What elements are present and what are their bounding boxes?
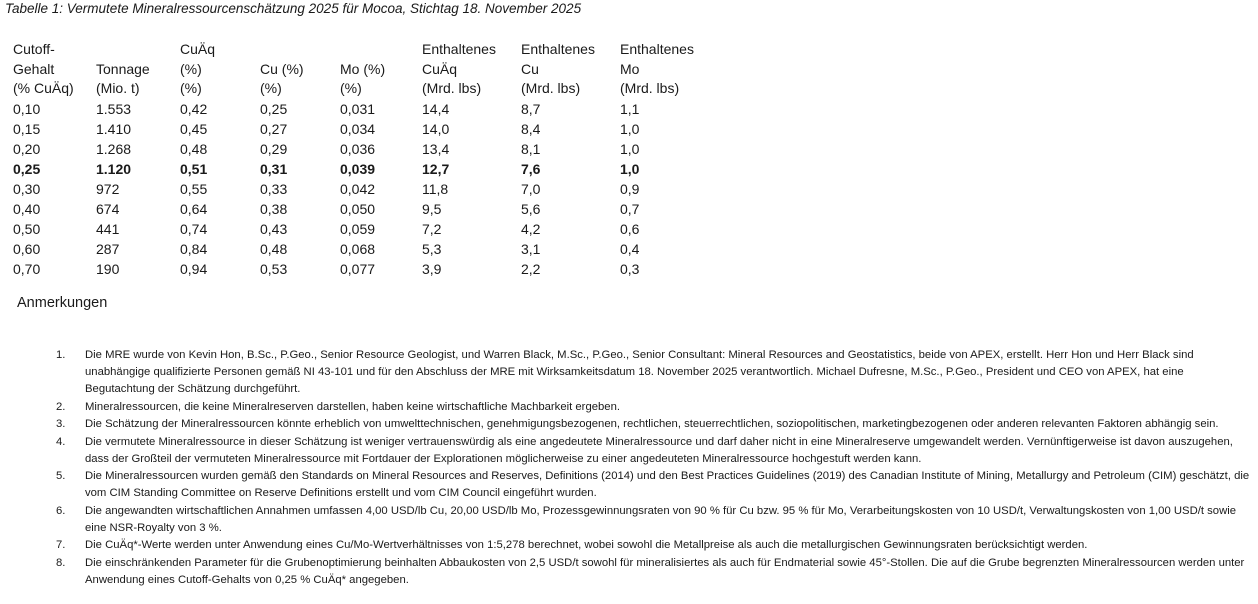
- note-item: [56, 347, 1252, 398]
- table-cell: 0,38: [260, 200, 288, 217]
- table-cell: 0,20: [13, 140, 41, 157]
- column-header-line: [340, 40, 414, 60]
- column-header-line: (Mrd. lbs): [422, 80, 482, 96]
- note-number: 3.: [56, 418, 66, 430]
- table-cell: 7,6: [521, 160, 541, 177]
- column-header-line: Tonnage: [96, 60, 150, 77]
- note-item: [56, 503, 1252, 537]
- note-number: 1.: [56, 349, 66, 361]
- table-cell: 0,6: [620, 220, 640, 237]
- column-header-line: [260, 40, 332, 60]
- table-cell: 0,70: [13, 260, 41, 277]
- table-cell: 0,3: [620, 260, 640, 277]
- table-cell: 0,039: [340, 160, 376, 177]
- note-text: Die Schätzung der Mineralressourcen könnte erheblich von umwelttechnischen, genehmigungsbezogenen, rechtlichen, steuerrechtlichen, soziopolitischen, marketingbezogenen oder anderen relevanten Faktoren abhängig sein.: [85, 418, 1219, 430]
- note-item: [56, 468, 1252, 502]
- table-cell: 0,51: [180, 160, 208, 177]
- table-cell: 8,4: [521, 120, 541, 137]
- table-cell: 7,0: [521, 180, 541, 197]
- table-row: [9, 179, 704, 199]
- column-header-line: Gehalt: [13, 60, 55, 77]
- table-cell: 0,042: [340, 180, 376, 197]
- column-header-line: (%): [260, 80, 282, 96]
- column-header: [616, 40, 704, 99]
- table-row: [9, 199, 704, 219]
- table-cell: 0,077: [340, 260, 376, 277]
- table-cell: 287: [96, 240, 120, 257]
- column-header-line: (%): [340, 80, 362, 96]
- column-header-line: (%): [180, 60, 202, 77]
- table-cell: 5,3: [422, 240, 442, 257]
- note-number: 5.: [56, 470, 66, 482]
- table-row: [9, 159, 704, 179]
- table-cell: 0,50: [13, 220, 41, 237]
- table-cell: 0,9: [620, 180, 640, 197]
- table-cell: 972: [96, 180, 120, 197]
- table-cell: 1,1: [620, 100, 640, 117]
- note-text: Die einschränkenden Parameter für die Grubenoptimierung beinhalten Abbaukosten von 2,5 USD/t sowohl für mineralisiertes als auch für Endmaterial sowie 45°-Stollen. Die auf die Grube begrenzten Mineralressourcen werden unter Anwendung eines Cutoff-Gehalts von 0,25 % CuÄq* angegeben.: [85, 556, 1245, 586]
- table-cell: 11,8: [422, 180, 449, 197]
- table-cell: 0,42: [180, 100, 208, 117]
- column-header-line: Enthaltenes: [521, 41, 595, 57]
- note-number: 4.: [56, 435, 66, 448]
- column-header-line: Enthaltenes: [620, 41, 694, 57]
- column-header-line: (%): [180, 80, 202, 96]
- table-caption: Tabelle 1: Vermutete Mineralressourcenschätzung 2025 für Mocoa, Stichtag 18. November 2025: [5, 1, 582, 16]
- table-cell: 0,29: [260, 140, 288, 157]
- table-cell: 190: [96, 260, 120, 277]
- note-text: Die Mineralressourcen wurden gemäß den Standards on Mineral Resources and Reserves, Definitions (2014) und den Best Practices Guidelines (2019) des Canadian Institute of Mining, Metallurgy and Petroleum (CIM) geschätzt, die vom CIM Standing Committee on Reserve Definitions erstellt und vom CIM Council eingeführt wurden.: [85, 470, 1250, 499]
- note-text: Die MRE wurde von Kevin Hon, B.Sc., P.Geo., Senior Resource Geologist, und Warren Black, M.Sc., P.Geo., Senior Consultant: Mineral Resources and Geostatistics, beide von APEX, erstellt. Herr Hon und Herr Black sind unabhängige qualifizierte Personen gemäß NI 43-101 und für den Abschluss der MRE mit Wirksamkeitsdatum 18. November 2025 verantwortlich. Michael Dufresne, M.Sc., P.Geo., President und CEO von APEX, hat eine Begutachtung der Schätzung durchgeführt.: [85, 349, 1194, 395]
- notes-title: Anmerkungen: [17, 295, 108, 311]
- table-cell: 0,30: [13, 180, 41, 197]
- table-cell: 0,48: [260, 240, 288, 257]
- table-cell: 14,0: [422, 120, 450, 137]
- note-number: 8.: [56, 556, 66, 569]
- column-header-line: (Mrd. lbs): [620, 80, 680, 96]
- table-cell: 0,33: [260, 180, 288, 197]
- table-cell: 441: [96, 220, 120, 237]
- column-header: [517, 40, 616, 99]
- table-row: [9, 99, 704, 119]
- table-cell: 0,4: [620, 240, 640, 257]
- table-cell: 0,050: [340, 200, 376, 217]
- table-cell: 9,5: [422, 200, 442, 217]
- table-cell: 0,27: [260, 120, 288, 137]
- table-cell: 0,84: [180, 240, 208, 257]
- table-cell: 0,64: [180, 200, 208, 217]
- table-cell: 0,74: [180, 220, 208, 237]
- table-cell: 4,2: [521, 220, 541, 237]
- table-cell: 674: [96, 200, 120, 217]
- table-cell: 0,45: [180, 120, 208, 137]
- column-header: [176, 40, 256, 99]
- table-cell: 0,10: [13, 100, 41, 117]
- table-cell: 0,60: [13, 240, 41, 257]
- table-cell: 7,2: [422, 220, 442, 237]
- note-item: [56, 416, 1252, 433]
- table-cell: 0,40: [13, 200, 41, 217]
- table-cell: 1.268: [96, 140, 132, 157]
- table-cell: 5,6: [521, 200, 541, 217]
- note-item: [56, 555, 1252, 589]
- table-cell: 0,25: [260, 100, 288, 117]
- table-row: [9, 259, 704, 279]
- table-row: [9, 119, 704, 139]
- table-cell: 1,0: [620, 160, 640, 177]
- table-cell: 8,7: [521, 100, 541, 117]
- table-cell: 1.120: [96, 160, 132, 177]
- column-header-line: Cu: [521, 60, 539, 77]
- table-cell: 0,25: [13, 160, 41, 177]
- note-item: [56, 399, 1252, 416]
- column-header-line: CuÄq: [422, 60, 458, 77]
- note-text: Die CuÄq*-Werte werden unter Anwendung eines Cu/Mo-Wertverhältnisses von 1:5,278 berechnet, wobei sowohl die Metallpreise als auch die metallurgischen Gewinnungsraten berücksichtigt werden.: [85, 539, 1088, 551]
- note-text: Die vermutete Mineralressource in dieser Schätzung ist weniger vertrauenswürdig als eine angedeutete Mineralressource und darf daher nicht in eine Mineralreserve umgewandelt werden. Vernünftigerweise ist davon auszugehen, dass der Großteil der vermuteten Mineralressource mit Fortdauer der Explorationen möglicherweise zu einer angedeuteten Mineralressource hochgestuft werden kann.: [85, 435, 1233, 465]
- header-row: [9, 40, 704, 99]
- table-cell: 1,0: [620, 120, 640, 137]
- column-header-line: [96, 40, 172, 60]
- table-cell: 0,55: [180, 180, 208, 197]
- note-text: Mineralressourcen, die keine Mineralreserven darstellen, haben keine wirtschaftliche Machbarkeit ergeben.: [85, 400, 620, 413]
- table-cell: 0,94: [180, 260, 208, 277]
- table-cell: 1.553: [96, 100, 132, 117]
- table-cell: 0,53: [260, 260, 288, 277]
- note-item: [56, 537, 1252, 554]
- column-header-line: Mo (%): [340, 60, 386, 77]
- table-cell: 0,7: [620, 200, 640, 217]
- table-row: [9, 239, 704, 259]
- note-item: [56, 434, 1252, 468]
- column-header-line: CuÄq: [180, 41, 216, 57]
- note-number: 2.: [56, 400, 66, 413]
- table-cell: 0,031: [340, 100, 376, 117]
- column-header: [92, 40, 176, 99]
- table-cell: 3,1: [521, 240, 541, 257]
- note-number: 6.: [56, 504, 66, 517]
- table-cell: 13,4: [422, 140, 450, 157]
- column-header: [9, 40, 92, 99]
- table-cell: 0,43: [260, 220, 288, 237]
- table-header: [9, 40, 704, 99]
- table-cell: 0,31: [260, 160, 288, 177]
- column-header: [336, 40, 418, 99]
- column-header: [256, 40, 336, 99]
- column-header-line: Cutoff-: [13, 41, 55, 57]
- table-cell: 0,48: [180, 140, 208, 157]
- table-cell: 14,4: [422, 100, 450, 117]
- column-header: [418, 40, 517, 99]
- table-cell: 1.410: [96, 120, 132, 137]
- note-text: Die angewandten wirtschaftlichen Annahmen umfassen 4,00 USD/lb Cu, 20,00 USD/lb Mo, Prozessgewinnungsraten von 90 % für Cu bzw. 95 % für Mo, Verarbeitungskosten von 10 USD/t, Verwaltungskosten von 1,00 USD/t sowie eine NSR-Royalty von 3 %.: [85, 504, 1237, 534]
- column-header-line: (% CuÄq): [13, 80, 74, 96]
- table-cell: 12,7: [422, 160, 450, 177]
- note-number: 7.: [56, 539, 66, 551]
- table-body: [9, 99, 704, 279]
- table-row: [9, 219, 704, 239]
- notes-list: [56, 347, 1252, 589]
- table-cell: 0,036: [340, 140, 376, 157]
- table-cell: 2,2: [521, 260, 541, 277]
- column-header-line: Enthaltenes: [422, 41, 496, 57]
- table-row: [9, 139, 704, 159]
- table-cell: 1,0: [620, 140, 640, 157]
- resource-table: [9, 40, 704, 279]
- table-cell: 3,9: [422, 260, 442, 277]
- column-header-line: (Mrd. lbs): [521, 80, 581, 96]
- table-cell: 0,15: [13, 120, 41, 137]
- table-cell: 8,1: [521, 140, 541, 157]
- column-header-line: (Mio. t): [96, 80, 140, 96]
- table-cell: 0,034: [340, 120, 376, 137]
- table-cell: 0,059: [340, 220, 376, 237]
- column-header-line: Cu (%): [260, 60, 304, 77]
- column-header-line: Mo: [620, 60, 640, 77]
- table-cell: 0,068: [340, 240, 376, 257]
